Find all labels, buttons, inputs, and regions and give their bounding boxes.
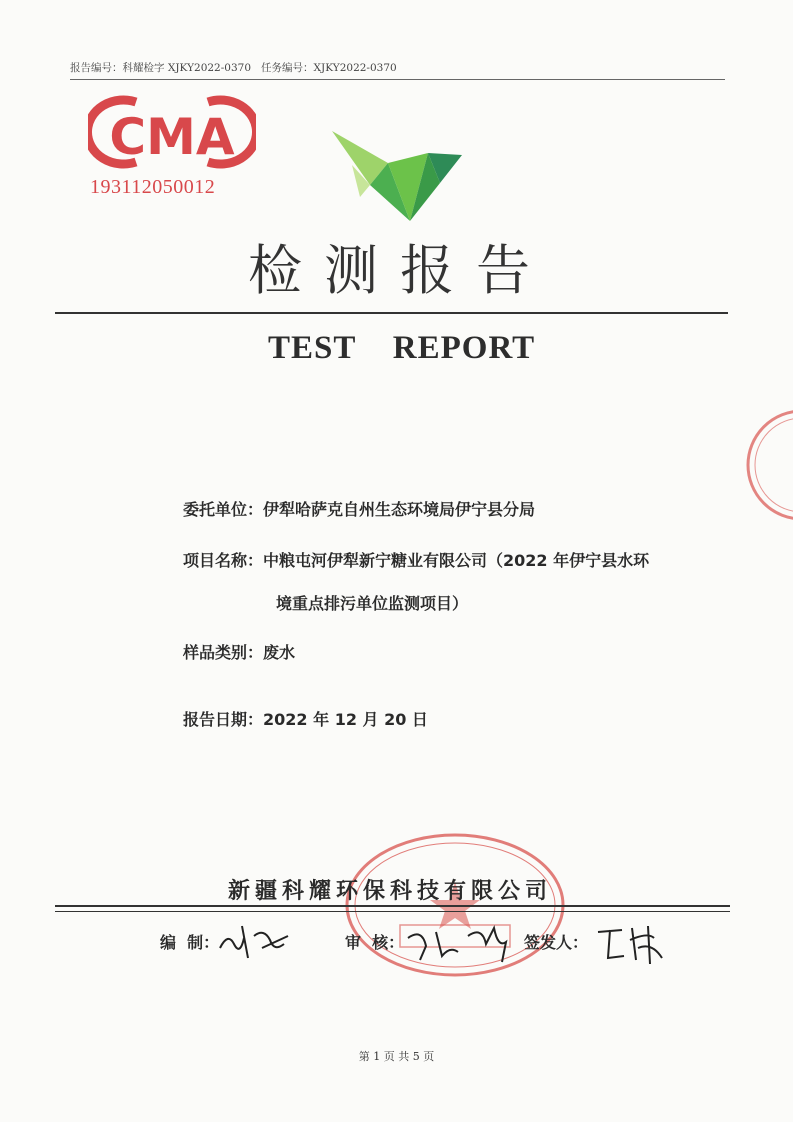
sample-value: 废水 <box>263 643 296 662</box>
reviewer-label: 审 核： <box>345 933 405 952</box>
task-no-label: 任务编号： <box>261 62 314 74</box>
report-no-label: 报告编号： <box>70 62 123 74</box>
client-label: 委托单位： <box>183 500 264 519</box>
footer-divider-thin <box>55 911 730 912</box>
compiler-label: 编 制： <box>160 933 220 952</box>
project-field <box>183 548 649 571</box>
client-field <box>183 497 535 520</box>
issuer-signature <box>592 918 672 968</box>
side-seal-icon <box>742 405 793 525</box>
cma-letters: CMA <box>109 108 235 166</box>
report-no: 科耀检字 XJKY2022-0370 <box>122 62 252 74</box>
report-title-en: TEST REPORT <box>268 330 536 366</box>
company-name: 新疆科耀环保科技有限公司 <box>228 879 553 904</box>
sample-label: 样品类别： <box>183 643 264 662</box>
sample-field <box>183 640 295 663</box>
project-value-line1: 中粮屯河伊犁新宁糖业有限公司（2022 年伊宁县水环 <box>263 551 650 570</box>
compiler-signature <box>214 918 294 964</box>
date-label: 报告日期： <box>183 710 264 729</box>
issuer-label: 签发人： <box>524 933 589 952</box>
green-bird-logo-icon <box>330 125 470 225</box>
project-value-line2: 境重点排污单位监测项目） <box>276 594 469 613</box>
page-number: 第 1 页 共 5 页 <box>358 1050 435 1063</box>
report-title-cn: 检测报告 <box>248 239 552 302</box>
header-divider <box>70 79 725 80</box>
date-field <box>183 707 428 730</box>
cma-certificate-number: 193112050012 <box>90 176 216 198</box>
date-value: 2022 年 12 月 20 日 <box>263 710 428 729</box>
client-value: 伊犁哈萨克自州生态环境局伊宁县分局 <box>263 500 536 519</box>
reviewer-signature <box>402 918 522 966</box>
task-no: XJKY2022-0370 <box>313 62 397 74</box>
cma-logo-icon <box>88 92 256 174</box>
project-label: 项目名称： <box>183 551 264 570</box>
footer-divider-thick <box>55 905 730 907</box>
report-header <box>70 60 397 75</box>
title-divider <box>55 312 728 314</box>
